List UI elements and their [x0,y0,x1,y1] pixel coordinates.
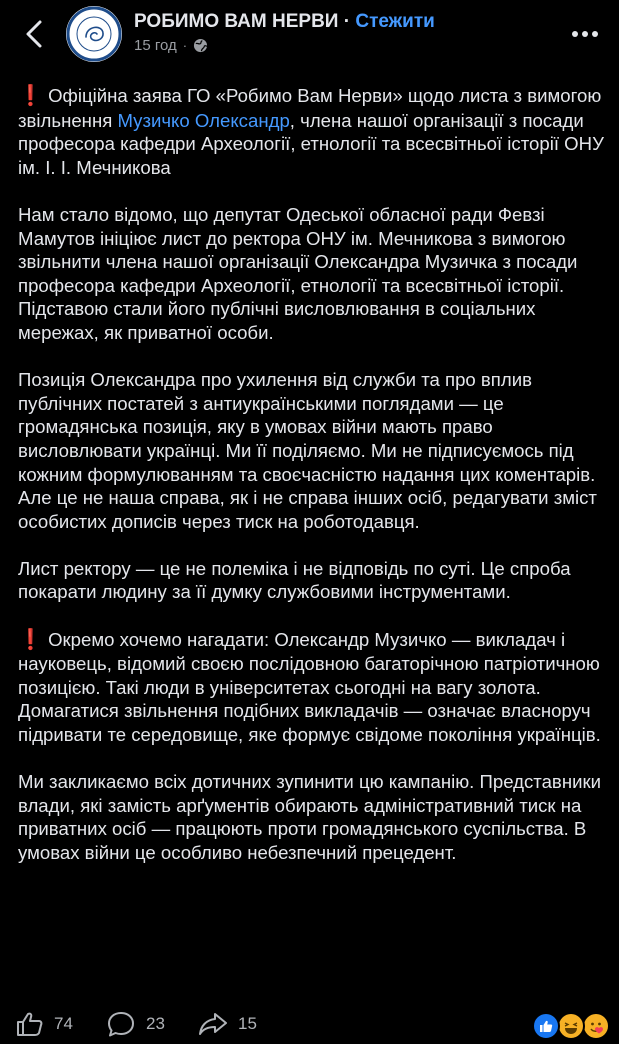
paragraph-5 [18,628,608,747]
paragraph-1 [18,84,608,179]
paragraph-6: Ми закликаємо всіх дотичних зупинити цю кампанію. Представники влади, які замість арґументів обирають адміністративний тиск на приватних осіб — працюють проти громадянського суспільства. В умовах війни це особливо небезпечний прецедент. [18,771,601,863]
like-button[interactable] [16,1010,73,1038]
paragraph-1-text-b: , члена нашої організації з посади професора кафедри Археології, етнології та всесвітньої історії ОНУ ім. І. І. Мечникова [18,109,604,178]
post-actions-bar [0,1004,619,1044]
globe-icon [193,38,208,53]
paragraph-3: Позиція Олександра про ухилення від служби та про вплив публічних постатей з антиукраїнськими поглядами — це громадянська позиція, яку в умовах війни мають право висловлювати українці. Ми її поділяємо. Ми не підписуємось під кожним формулюванням та своєчасністю надання цих коментарів. Але це не наша справа, як і не справа інших осіб, редагувати зміст особистих дописів через тиск на роботодавця. [18,369,597,532]
exclamation-icon: ❗ [18,85,43,107]
comment-button[interactable] [106,1010,165,1038]
paragraph-2: Нам стало відомо, що депутат Одеської обласної ради Февзі Мамутов ініціює лист до ректора ОНУ ім. Мечникова з вимогою звільнити члена нашої організації Олександра Музичка з посади професора кафедри Археології, етнології та всесвітньої історії. Підставою стали його публічні висловлювання в соціальних мережах, як приватної особи. [18,203,578,343]
like-reaction-icon [532,1012,560,1040]
back-chevron-icon[interactable] [20,18,48,50]
paragraph-5-text: Окремо хочемо нагадати: Олександр Музичко — викладач і науковець, відомий своєю послідовною багаторічною патріотичною позицією. Такі люди в університетах сьогодні на вагу золота. Домагатися звільнення подібних викладачів — означає власноруч підривати те середовище, яке формує свідоме покоління українців. [18,628,601,746]
comment-count: 23 [146,1014,165,1033]
paragraph-1-text-a: Офіційна заява ГО «Робимо Вам Нерви» щодо листа з вимогою звільнення [18,85,602,131]
post-time[interactable]: 15 год [134,37,177,54]
share-button[interactable] [198,1010,257,1038]
post-header [0,0,619,68]
share-icon [198,1011,228,1037]
name-separator: · [338,11,356,32]
mention-link[interactable]: Музичко Олександр [117,109,290,131]
laugh-reaction-icon [557,1012,585,1040]
care-reaction-icon [582,1012,610,1040]
more-dots-icon[interactable] [568,22,602,46]
exclamation-icon: ❗ [18,628,43,651]
like-icon [16,1011,44,1037]
follow-button[interactable]: Стежити [355,11,435,32]
page-avatar[interactable] [66,6,122,62]
share-count: 15 [238,1014,257,1033]
post-meta: 15 год · [134,37,208,54]
page-name[interactable]: РОБИМО ВАМ НЕРВИ [134,11,339,32]
page-logo-icon [66,6,122,62]
reaction-summary[interactable] [532,1010,612,1038]
page-name-row [134,11,435,33]
comment-icon [106,1010,136,1038]
post-body [18,84,608,888]
paragraph-4: Лист ректору — це не полеміка і не відповідь по суті. Це спроба покарати людину за її думку службовими інструментами. [18,557,571,603]
like-count: 74 [54,1014,73,1033]
